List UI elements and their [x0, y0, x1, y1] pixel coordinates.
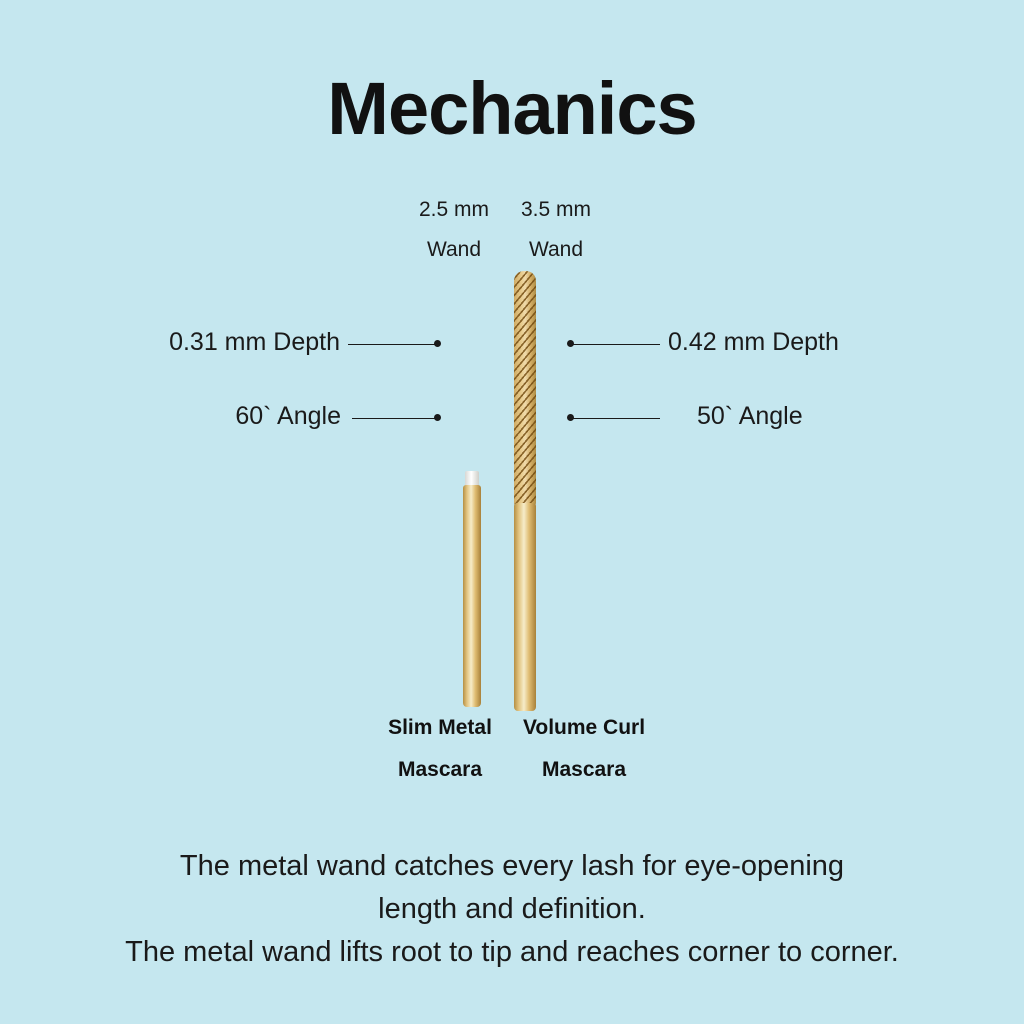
wand-illustration-volume-curl: [512, 271, 538, 711]
wand-size-label-right: [476, 190, 636, 270]
product-name-left-line2: Mascara: [397, 758, 483, 781]
caption-line-3: The metal wand lifts root to tip and reaches corner to corner.: [125, 936, 899, 968]
wand-size-right-line1: 3.5 mm: [520, 198, 591, 221]
leader-line-angle-right: [572, 418, 660, 419]
callout-depth-right: 0.42 mm Depth: [668, 328, 839, 356]
wand-handle-right: [514, 503, 536, 711]
product-name-left-line1: Slim Metal: [388, 716, 492, 739]
callout-angle-right: 50` Angle: [697, 402, 803, 430]
caption-line-2: length and definition.: [378, 893, 646, 925]
product-name-right: [489, 707, 679, 791]
caption-line-1: The metal wand catches every lash for eye-opening: [179, 850, 845, 882]
product-name-right-line1: Volume Curl: [522, 716, 646, 739]
wand-bristles-right: [514, 271, 536, 506]
wand-size-left-line1: 2.5 mm: [418, 198, 489, 221]
leader-line-depth-right: [572, 344, 660, 345]
wand-bristles-left: [464, 281, 480, 476]
callout-angle-left: 60` Angle: [235, 402, 341, 430]
page-title: Mechanics: [327, 67, 697, 150]
wand-handle-left: [463, 485, 481, 707]
callout-depth-left: 0.31 mm Depth: [169, 328, 340, 356]
caption-block: [0, 845, 1024, 974]
wand-size-left-line2: Wand: [426, 238, 482, 261]
product-name-right-line2: Mascara: [541, 758, 627, 781]
leader-line-depth-left: [348, 344, 440, 345]
wand-size-right-line2: Wand: [528, 238, 584, 261]
leader-dot-angle-left: [434, 414, 441, 421]
leader-dot-depth-left: [434, 340, 441, 347]
wand-illustration-slim-metal: [462, 281, 482, 706]
leader-line-angle-left: [352, 418, 440, 419]
